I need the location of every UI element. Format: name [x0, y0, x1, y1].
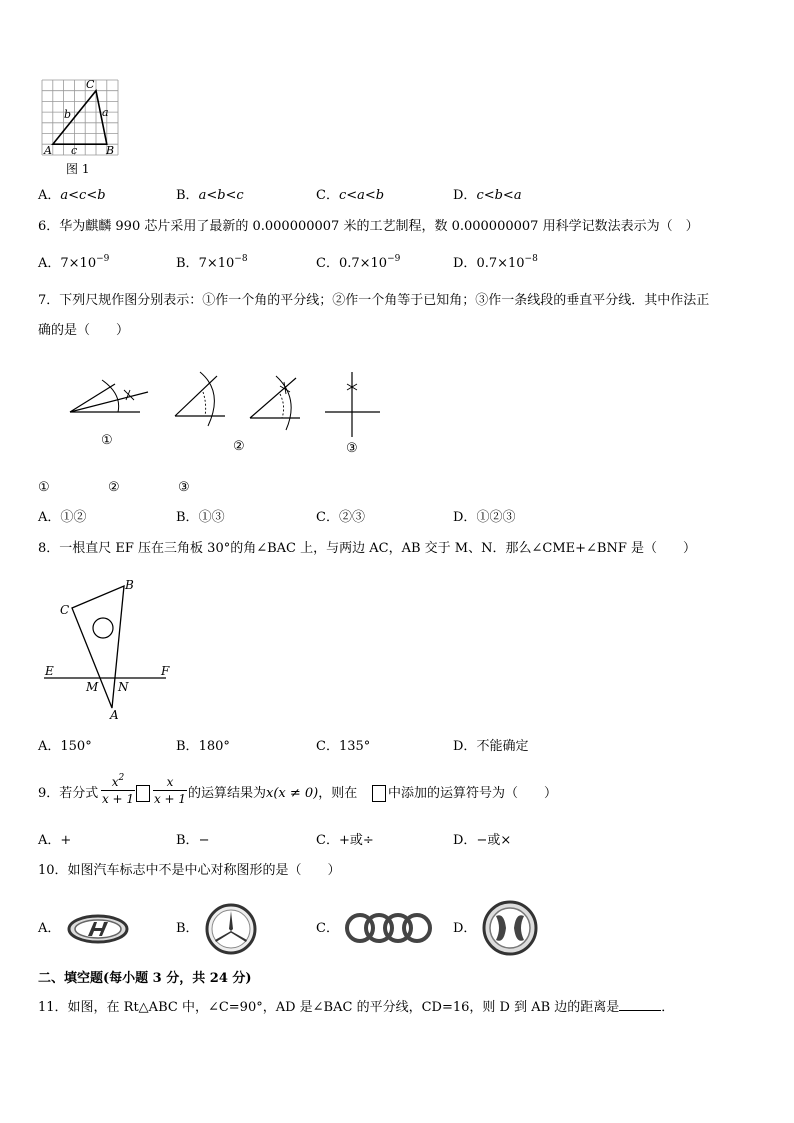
q10-stem: 10．如图汽车标志中不是中心对称图形的是（ ）: [38, 863, 341, 878]
q8-option-b[interactable]: B．180°: [176, 739, 230, 754]
q9-fraction-2: $\frac{x}{x + 1}$: [153, 775, 187, 806]
q6-option-a[interactable]: A．$7\times 10^{-9}$: [38, 254, 110, 271]
q6-option-b[interactable]: B．$7\times 10^{-8}$: [176, 254, 248, 271]
q7-sub-label-2: ②: [108, 480, 120, 495]
q9-middle: 的运算结果为x(x ≠ 0)，则在: [188, 786, 358, 801]
q8-label-C: C: [60, 603, 70, 617]
q7-stem-line2: 确的是（ ）: [38, 323, 130, 338]
fig1-label-a: a: [102, 106, 109, 119]
q7-figure-label-2: ②: [233, 439, 245, 454]
q5-option-c[interactable]: C．c<a<b: [316, 188, 385, 203]
q5-option-b[interactable]: B．a<b<c: [176, 188, 244, 203]
q11-stem: 11．如图，在 Rt△ABC 中，∠C=90°，AD 是∠BAC 的平分线，CD=16，则 D 到 AB 边的距离是 ．: [38, 1000, 675, 1015]
q10-option-d[interactable]: D．: [453, 921, 477, 936]
figure-1-grid-triangle: [38, 76, 122, 176]
q11-answer-blank[interactable]: [619, 998, 661, 1011]
fig1-label-A: A: [44, 144, 52, 157]
q6-stem: 6．华为麒麟 990 芯片采用了最新的 0.000000007 米的工艺制程，数 0.000000007 用科学记数法表示为（ ）: [38, 219, 699, 234]
q8-label-M: M: [86, 680, 99, 694]
fig1-caption: 图 1: [66, 162, 90, 176]
q7-sub-label-3: ③: [178, 480, 190, 495]
q6-option-d[interactable]: D．$0.7\times 10^{-8}$: [453, 254, 538, 271]
q7-stem-line1: 7．下列尺规作图分别表示：①作一个角的平分线；②作一个角等于已知角；③作一条线段的垂直平分线．其中作法正: [38, 293, 710, 308]
q10-option-b[interactable]: B．: [176, 921, 199, 936]
q8-label-E: E: [45, 664, 54, 678]
mercedes-logo-icon[interactable]: [204, 902, 258, 956]
q5-option-d[interactable]: D．c<b<a: [453, 188, 522, 203]
q7-sub-label-1: ①: [38, 480, 50, 495]
q9-operator-box: [136, 785, 150, 802]
q8-triangle-ruler-figure: [40, 576, 180, 721]
q8-label-B: B: [125, 578, 134, 592]
q7-option-c[interactable]: C．②③: [316, 510, 365, 525]
q9-option-d[interactable]: D．−或×: [453, 833, 512, 848]
q9-operator-box-inline: [372, 785, 386, 802]
q9-option-a[interactable]: A．+: [38, 833, 72, 848]
fig1-label-b: b: [64, 108, 72, 121]
fig1-label-c: c: [71, 144, 78, 157]
q8-label-F: F: [161, 664, 170, 678]
q8-option-a[interactable]: A．150°: [38, 739, 92, 754]
q7-option-d[interactable]: D．①②③: [453, 510, 516, 525]
q7-construction-figures: [60, 362, 400, 462]
q8-label-A: A: [110, 708, 119, 722]
q7-figure-label-1: ①: [101, 433, 113, 448]
fig1-label-C: C: [86, 78, 95, 91]
q9-option-b[interactable]: B．−: [176, 833, 210, 848]
q6-option-c[interactable]: C．$0.7\times 10^{-9}$: [316, 254, 401, 271]
fig1-label-B: B: [106, 144, 115, 157]
hyundai-logo-icon[interactable]: [66, 912, 130, 946]
q8-option-d[interactable]: D．不能确定: [453, 739, 529, 754]
q10-option-c[interactable]: C．: [316, 921, 339, 936]
section-2-title: 二、填空题(每小题 3 分，共 24 分): [38, 971, 252, 986]
q8-option-c[interactable]: C．135°: [316, 739, 371, 754]
q9-prefix: 9．若分式: [38, 786, 99, 801]
q5-option-a[interactable]: A．a<c<b: [38, 188, 106, 203]
dongfeng-logo-icon[interactable]: [480, 898, 542, 958]
q9-fraction-1: $\frac{x^2}{x + 1}$: [101, 773, 135, 806]
audi-logo-icon[interactable]: [342, 910, 436, 946]
q10-option-a[interactable]: A．: [38, 921, 61, 936]
q7-option-b[interactable]: B．①③: [176, 510, 225, 525]
q8-label-N: N: [118, 680, 129, 694]
q7-option-a[interactable]: A．①②: [38, 510, 87, 525]
q9-option-c[interactable]: C．+或÷: [316, 833, 374, 848]
q9-suffix: 中添加的运算符号为（ ）: [388, 786, 558, 801]
q8-stem: 8．一根直尺 EF 压在三角板 30°的角∠BAC 上，与两边 AC，AB 交于 M、N．那么∠CME+∠BNF 是（ ）: [38, 541, 696, 556]
q7-figure-label-3: ③: [346, 441, 358, 456]
